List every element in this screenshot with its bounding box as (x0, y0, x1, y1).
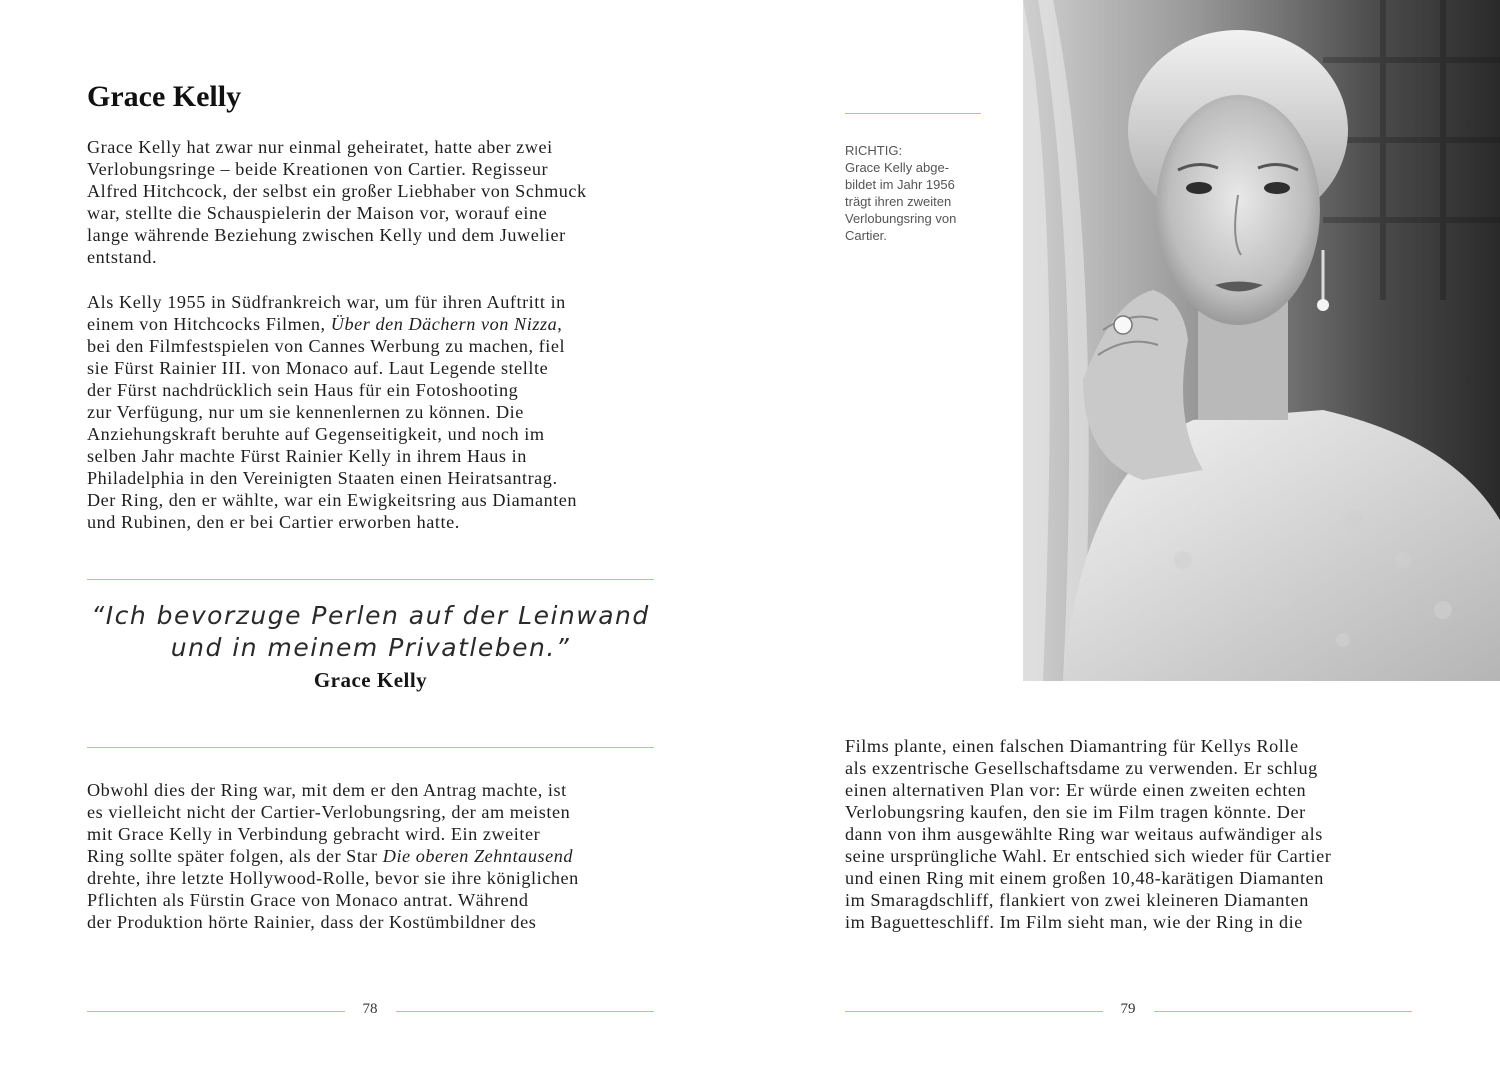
caption-line: trägt ihren zweiten (845, 194, 952, 209)
quote-bottom-rule (87, 747, 654, 748)
text-line: Grace Kelly hat zwar nur einmal geheiratet, hatte aber zwei (87, 137, 553, 157)
paragraph-2 (87, 291, 577, 533)
text-line: und einen Ring mit einem großen 10,48-karätigen Diamanten (845, 868, 1324, 888)
text-line: dann von ihm ausgewählte Ring war weitaus aufwändiger als (845, 824, 1323, 844)
quote-author: Grace Kelly (313, 668, 428, 692)
portrait-photo (1023, 0, 1500, 681)
footer-rule-right (1154, 1011, 1412, 1012)
text-line: im Smaragdschliff, flankiert von zwei kleineren Diamanten (845, 890, 1309, 910)
paragraph-1 (87, 136, 587, 268)
film-title-italic: Über den Dächern von Nizza (330, 314, 558, 334)
text-line: Films plante, einen falschen Diamantring für Kellys Rolle (845, 736, 1299, 756)
caption-line: RICHTIG: (845, 143, 903, 158)
caption-rule (845, 113, 981, 114)
photo-caption (845, 142, 995, 244)
text-line: einen alternativen Plan vor: Er würde einen zweiten echten (845, 780, 1307, 800)
page-number: 78 (362, 1001, 378, 1017)
caption-line: Grace Kelly abge- (845, 160, 950, 175)
text-line: im Baguetteschliff. Im Film sieht man, wie der Ring in die (845, 912, 1303, 932)
page-number: 79 (1120, 1001, 1136, 1017)
text-line: es vielleicht nicht der Cartier-Verlobungsring, der am meisten (87, 802, 571, 822)
caption-line: bildet im Jahr 1956 (845, 177, 955, 192)
text-line: sie Fürst Rainier III. von Monaco auf. Laut Legende stellte (87, 358, 549, 378)
text-line: entstand. (87, 247, 158, 267)
text-run: einem von Hitchcocks Filmen, (87, 314, 331, 334)
text-line: Anziehungskraft beruhte auf Gegenseitigkeit, und noch im (87, 424, 545, 444)
text-line: Als Kelly 1955 in Südfrankreich war, um für ihren Auftritt in (87, 292, 566, 312)
text-line: Pflichten als Fürstin Grace von Monaco antrat. Während (87, 890, 529, 910)
text-line: selben Jahr machte Fürst Rainier Kelly in ihrem Haus in (87, 446, 527, 466)
text-line: Verlobungsring kaufen, den sie im Film tragen könnte. Der (845, 802, 1306, 822)
text-line: bei den Filmfestspielen von Cannes Werbung zu machen, fiel (87, 336, 566, 356)
quote-top-rule (87, 579, 654, 580)
film-title-italic: Die oberen Zehntausend (382, 846, 574, 866)
text-line: der Fürst nachdrücklich sein Haus für ein Fotoshooting (87, 380, 519, 400)
text-line: Philadelphia in den Vereinigten Staaten einen Heiratsantrag. (87, 468, 558, 488)
text-run: Ring sollte später folgen, als der Star (87, 846, 383, 866)
text-line: Obwohl dies der Ring war, mit dem er den Antrag machte, ist (87, 780, 567, 800)
text-line: als exzentrische Gesellschaftsdame zu verwenden. Er schlug (845, 758, 1318, 778)
text-line: lange währende Beziehung zwischen Kelly und dem Juwelier (87, 225, 566, 245)
text-line (87, 313, 577, 335)
article-title: Grace Kelly (87, 80, 242, 113)
text-line: zur Verfügung, nur um sie kennenlernen zu können. Die (87, 402, 524, 422)
paragraph-continuation (845, 735, 1331, 933)
footer-rule-left (845, 1011, 1103, 1012)
text-line: Der Ring, den er wählte, war ein Ewigkeitsring aus Diamanten (87, 490, 578, 510)
text-line: war, stellte die Schauspielerin der Maison vor, worauf eine (87, 203, 548, 223)
text-run: , (557, 314, 563, 334)
text-line: Alfred Hitchcock, der selbst ein großer Liebhaber von Schmuck (87, 181, 587, 201)
text-line: mit Grace Kelly in Verbindung gebracht wird. Ein zweiter (87, 824, 541, 844)
text-line: der Produktion hörte Rainier, dass der Kostümbildner des (87, 912, 537, 932)
pull-quote (87, 600, 654, 693)
quote-line: und in meinem Privatleben.” (170, 633, 571, 662)
text-line: Verlobungsringe – beide Kreationen von Cartier. Regisseur (87, 159, 549, 179)
text-line: drehte, ihre letzte Hollywood-Rolle, bevor sie ihre königlichen (87, 868, 579, 888)
caption-line: Cartier. (845, 228, 887, 243)
caption-line: Verlobungsring von (845, 211, 957, 226)
right-page (750, 0, 1500, 1078)
footer-rule-right (396, 1011, 654, 1012)
paragraph-3 (87, 779, 579, 933)
footer-rule-left (87, 1011, 345, 1012)
text-line: und Rubinen, den er bei Cartier erworben hatte. (87, 512, 460, 532)
text-line: seine ursprüngliche Wahl. Er entschied sich wieder für Cartier (845, 846, 1332, 866)
text-line (87, 845, 579, 867)
quote-line: “Ich bevorzuge Perlen auf der Leinwand (91, 601, 650, 630)
